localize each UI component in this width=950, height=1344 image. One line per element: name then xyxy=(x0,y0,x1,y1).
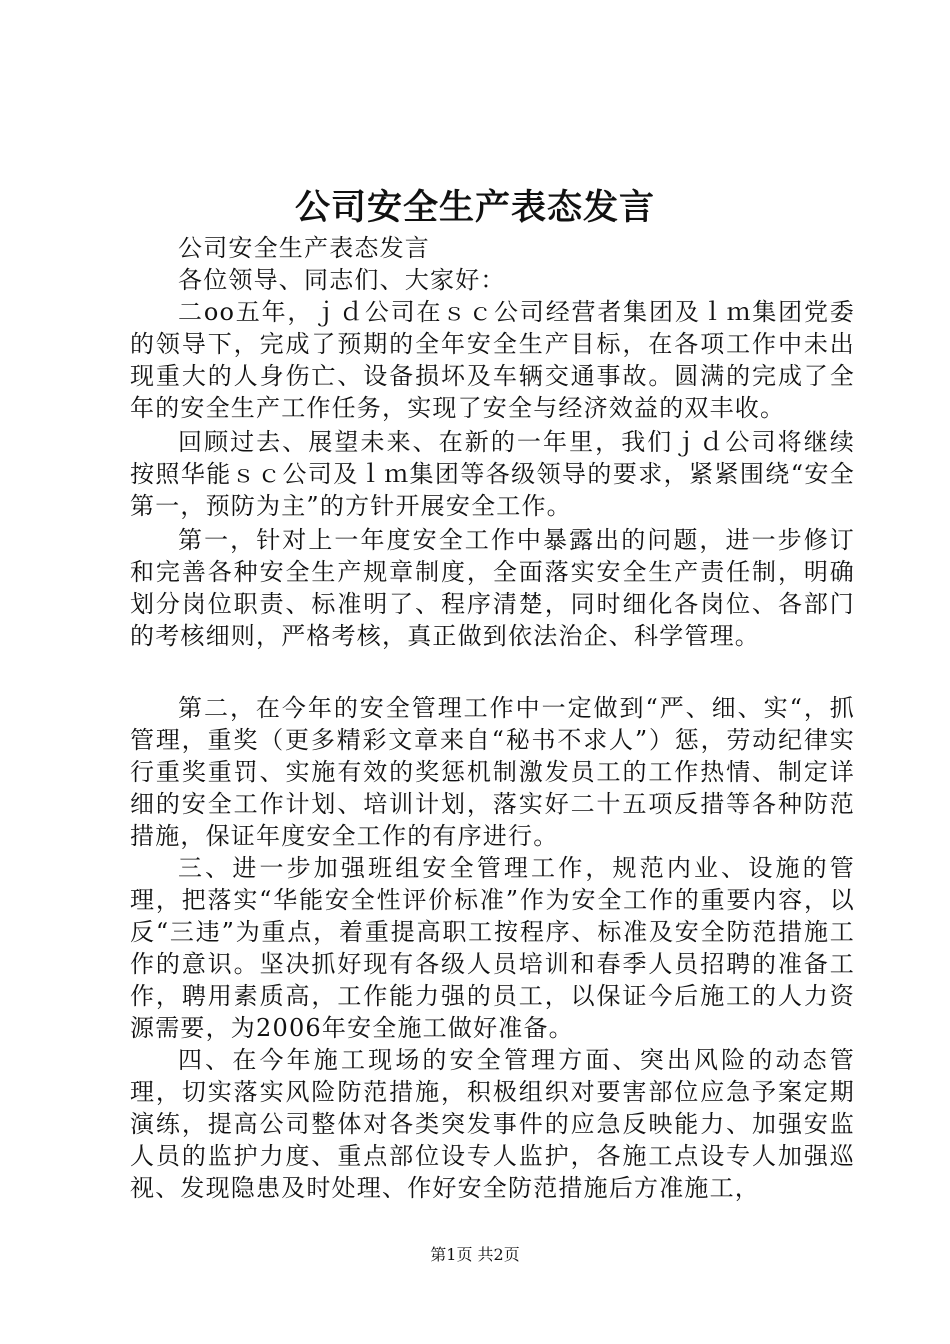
document-body xyxy=(130,232,855,1204)
paragraph-greeting: 各位领导、同志们、大家好： xyxy=(178,266,506,294)
paragraph-spacer xyxy=(130,652,855,692)
document-title: 公司安全生产表态发言 xyxy=(294,187,655,228)
paragraph-point-4: 四、在今年施工现场的安全管理方面、突出风险的动态管理，切实落实风险防范措施，积极组织对要害部位应急予案定期演练，提高公司整体对各类突发事件的应急反映能力、加强安监人员的监护力度、重点部位设专人监护，各施工点设专人加强巡视、发现隐患及时处理、作好安全防范措施后方准施工， xyxy=(130,1046,855,1202)
paragraph-heading: 公司安全生产表态发言 xyxy=(178,234,430,262)
paragraph-point-3: 三、进一步加强班组安全管理工作，规范内业、设施的管理，把落实“华能安全性评价标准”作为安全工作的重要内容，以反“三违”为重点，着重提高职工按程序、标准及安全防范措施工作的意识。坚决抓好现有各级人员培训和春季人员招聘的准备工作，聘用素质高，工作能力强的员工，以保证今后施工的人力资源需要，为2006年安全施工做好准备。 xyxy=(130,854,855,1042)
paragraph-review: 二oo五年，ｊｄ公司在ｓｃ公司经营者集团及ｌｍ集团党委的领导下，完成了预期的全年安全生产目标，在各项工作中未出现重大的人身伤亡、设备损坏及车辆交通事故。圆满的完成了全年的安全生产工作任务，实现了安全与经济效益的双丰收。 xyxy=(130,298,855,422)
page-footer: 第1页 共2页 xyxy=(430,1245,520,1264)
paragraph-point-1: 第一，针对上一年度安全工作中暴露出的问题，进一步修订和完善各种安全生产规章制度，全面落实安全生产责任制，明确划分岗位职责、标准明了、程序清楚，同时细化各岗位、各部门的考核细则，严格考核，真正做到依法治企、科学管理。 xyxy=(130,526,855,650)
paragraph-outlook: 回顾过去、展望未来、在新的一年里，我们ｊｄ公司将继续按照华能ｓｃ公司及ｌｍ集团等各级领导的要求，紧紧围绕“安全第一，预防为主”的方针开展安全工作。 xyxy=(130,428,855,520)
paragraph-point-2: 第二，在今年的安全管理工作中一定做到“严、细、实“，抓管理，重奖（更多精彩文章来自“秘书不求人”）惩，劳动纪律实行重奖重罚、实施有效的奖惩机制激发员工的工作热情、制定详细的安全工作计划、培训计划，落实好二十五项反措等各种防范措施，保证年度安全工作的有序进行。 xyxy=(130,694,855,850)
